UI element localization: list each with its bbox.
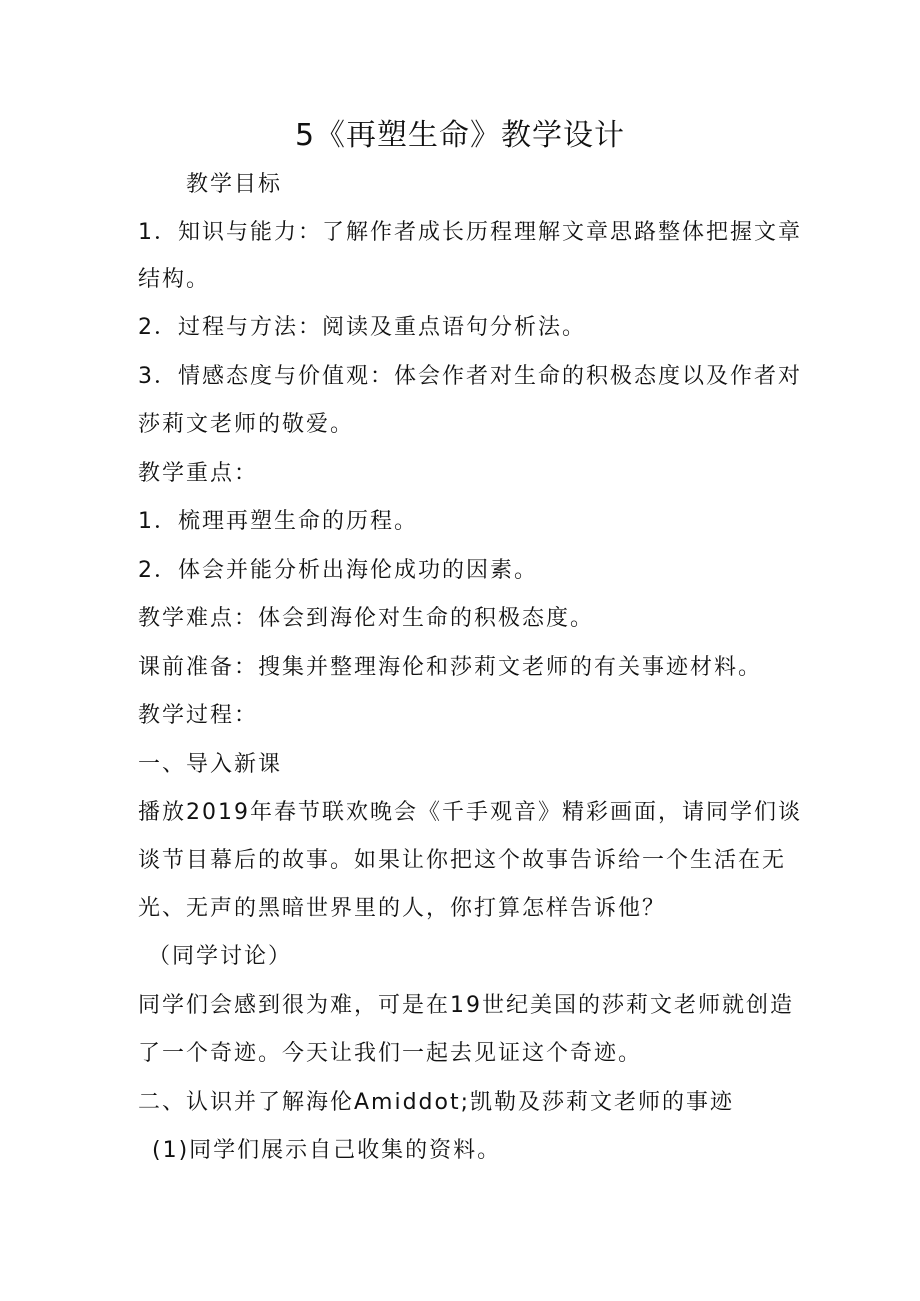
key-point-1: 1．梳理再塑生命的历程。 xyxy=(138,509,418,534)
difficulty-line: 教学难点：体会到海伦对生命的积极态度。 xyxy=(138,606,595,631)
objective-3-line-2: 莎莉文老师的敬爱。 xyxy=(138,412,355,437)
section-objectives-heading: 教学目标 xyxy=(186,172,283,197)
section-key-points-heading: 教学重点： xyxy=(138,461,259,486)
step-1-paragraph-line-1: 播放2019年春节联欢晚会《千手观音》精彩画面，请同学们谈 xyxy=(138,800,802,825)
step-1-paragraph-line-2: 谈节目幕后的故事。如果让你把这个故事告诉给一个生活在无 xyxy=(138,848,787,873)
key-point-2: 2．体会并能分析出海伦成功的因素。 xyxy=(138,558,538,583)
discussion-note: （同学讨论） xyxy=(148,944,293,969)
transition-line-1: 同学们会感到很为难，可是在19世纪美国的莎莉文老师就创造 xyxy=(138,993,794,1018)
section-process-heading: 教学过程： xyxy=(138,703,259,728)
objective-2: 2．过程与方法：阅读及重点语句分析法。 xyxy=(138,315,586,340)
step-2-item-1: (1)同学们展示自己收集的资料。 xyxy=(152,1138,502,1163)
step-1-paragraph-line-3: 光、无声的黑暗世界里的人，你打算怎样告诉他？ xyxy=(138,896,667,921)
objective-3-line-1: 3．情感态度与价值观：体会作者对生命的积极态度以及作者对 xyxy=(138,364,802,389)
document-title: 5《再塑生命》教学设计 xyxy=(294,118,626,153)
objective-1-line-1: 1．知识与能力：了解作者成长历程理解文章思路整体把握文章 xyxy=(138,220,802,245)
transition-line-2: 了一个奇迹。今天让我们一起去见证这个奇迹。 xyxy=(138,1041,643,1066)
objective-1-line-2: 结构。 xyxy=(138,267,211,292)
step-1-heading: 一、导入新课 xyxy=(138,752,283,777)
step-2-heading: 二、认识并了解海伦Amiddot;凯勒及莎莉文老师的事迹 xyxy=(138,1090,735,1115)
preparation-line: 课前准备：搜集并整理海伦和莎莉文老师的有关事迹材料。 xyxy=(138,655,763,680)
